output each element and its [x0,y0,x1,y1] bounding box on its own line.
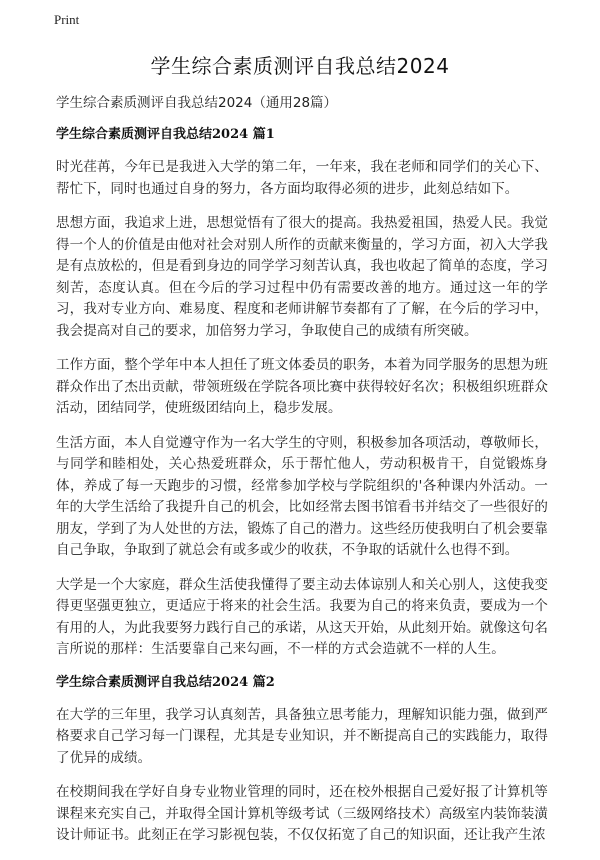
paragraph: 工作方面，整个学年中本人担任了班文体委员的职务，本着为同学服务的思想为班群众作出了杰出贡献，带领班级在学院各项比赛中获得较好名次；积极组织班群众活动，团结同学，使班级团结向上，稳步发展。 [56,357,548,416]
paragraph: 在校期间我在学好自身专业物业管理的同时，还在校外根据自己爱好报了计算机等课程来充实自己，并取得全国计算机等级考试（三级网络技术）高级室内装饰装潢设计师证书。此刻正在学习影视包装，不仅仅拓宽了自己的知识面，还让我产生浓 [56,784,548,843]
document-body [56,94,548,860]
section-heading-2: 学生综合素质测评自我总结2024 篇2 [56,674,275,690]
paragraph: 生活方面，本人自觉遵守作为一名大学生的守则，积极参加各项活动，尊敬师长，与同学和睦相处，关心热爱班群众，乐于帮忙他人，劳动积极肯干，自觉锻炼身体，养成了每一天跑步的习惯，经常参加学校与学院组织的'各种课内外活动。一年的大学生活给了我提升自己的机会，比如经常去图书馆看书并结交了一些很好的朋友，学到了为人处世的方法，锻炼了自己的潜力。这些经历使我明白了机会要靠自己争取，争取到了就总会有或多或少的收获，不争取的话就什么也得不到。 [56,434,548,558]
paragraph: 大学是一个大家庭，群众生活使我懂得了要主动去体谅别人和关心别人，这使我变得更坚强更独立，更适应于将来的社会生活。我要为自己的将来负责，要成为一个有用的人，为此我要努力践行自己的承诺，从这天开始，从此刻开始。就像这句名言所说的那样：生活要靠自己来勾画，不一样的方式会造就不一样的人生。 [56,576,548,657]
document-title: 学生综合素质测评自我总结2024 [150,54,450,78]
section-heading-1: 学生综合素质测评自我总结2024 篇1 [56,127,275,142]
paragraph: 在大学的三年里，我学习认真刻苦，具备独立思考能力，理解知识能力强，做到严格要求自己学习每一门课程，尤其是专业知识，并不断提高自己的实践能力，取得了优异的成绩。 [56,706,548,766]
paragraph: 思想方面，我追求上进，思想觉悟有了很大的提高。我热爱祖国，热爱人民。我觉得一个人的价值是由他对社会对别人所作的贡献来衡量的，学习方面，初入大学我是有点放松的，但是看到身边的同学学习刻苦认真，我也收起了简单的态度，学习刻苦，态度认真。但在今后的学习过程中仍有需要改善的地方。通过这一年的学习，我对专业方向、难易度、程度和老师讲解节奏都有了了解，在今后的学习中，我会提高对自己的要求，加倍努力学习，争取使自己的成绩有所突破。 [56,215,548,339]
document-subtitle: 学生综合素质测评自我总结2024（通用28篇） [56,95,338,111]
paragraph: 时光荏苒，今年已是我进入大学的第二年，一年来，我在老师和同学们的关心下、帮忙下，同时也通过自身的努力，各方面均取得必须的进步，此刻总结如下。 [56,159,548,197]
print-link[interactable]: Print [54,12,80,27]
